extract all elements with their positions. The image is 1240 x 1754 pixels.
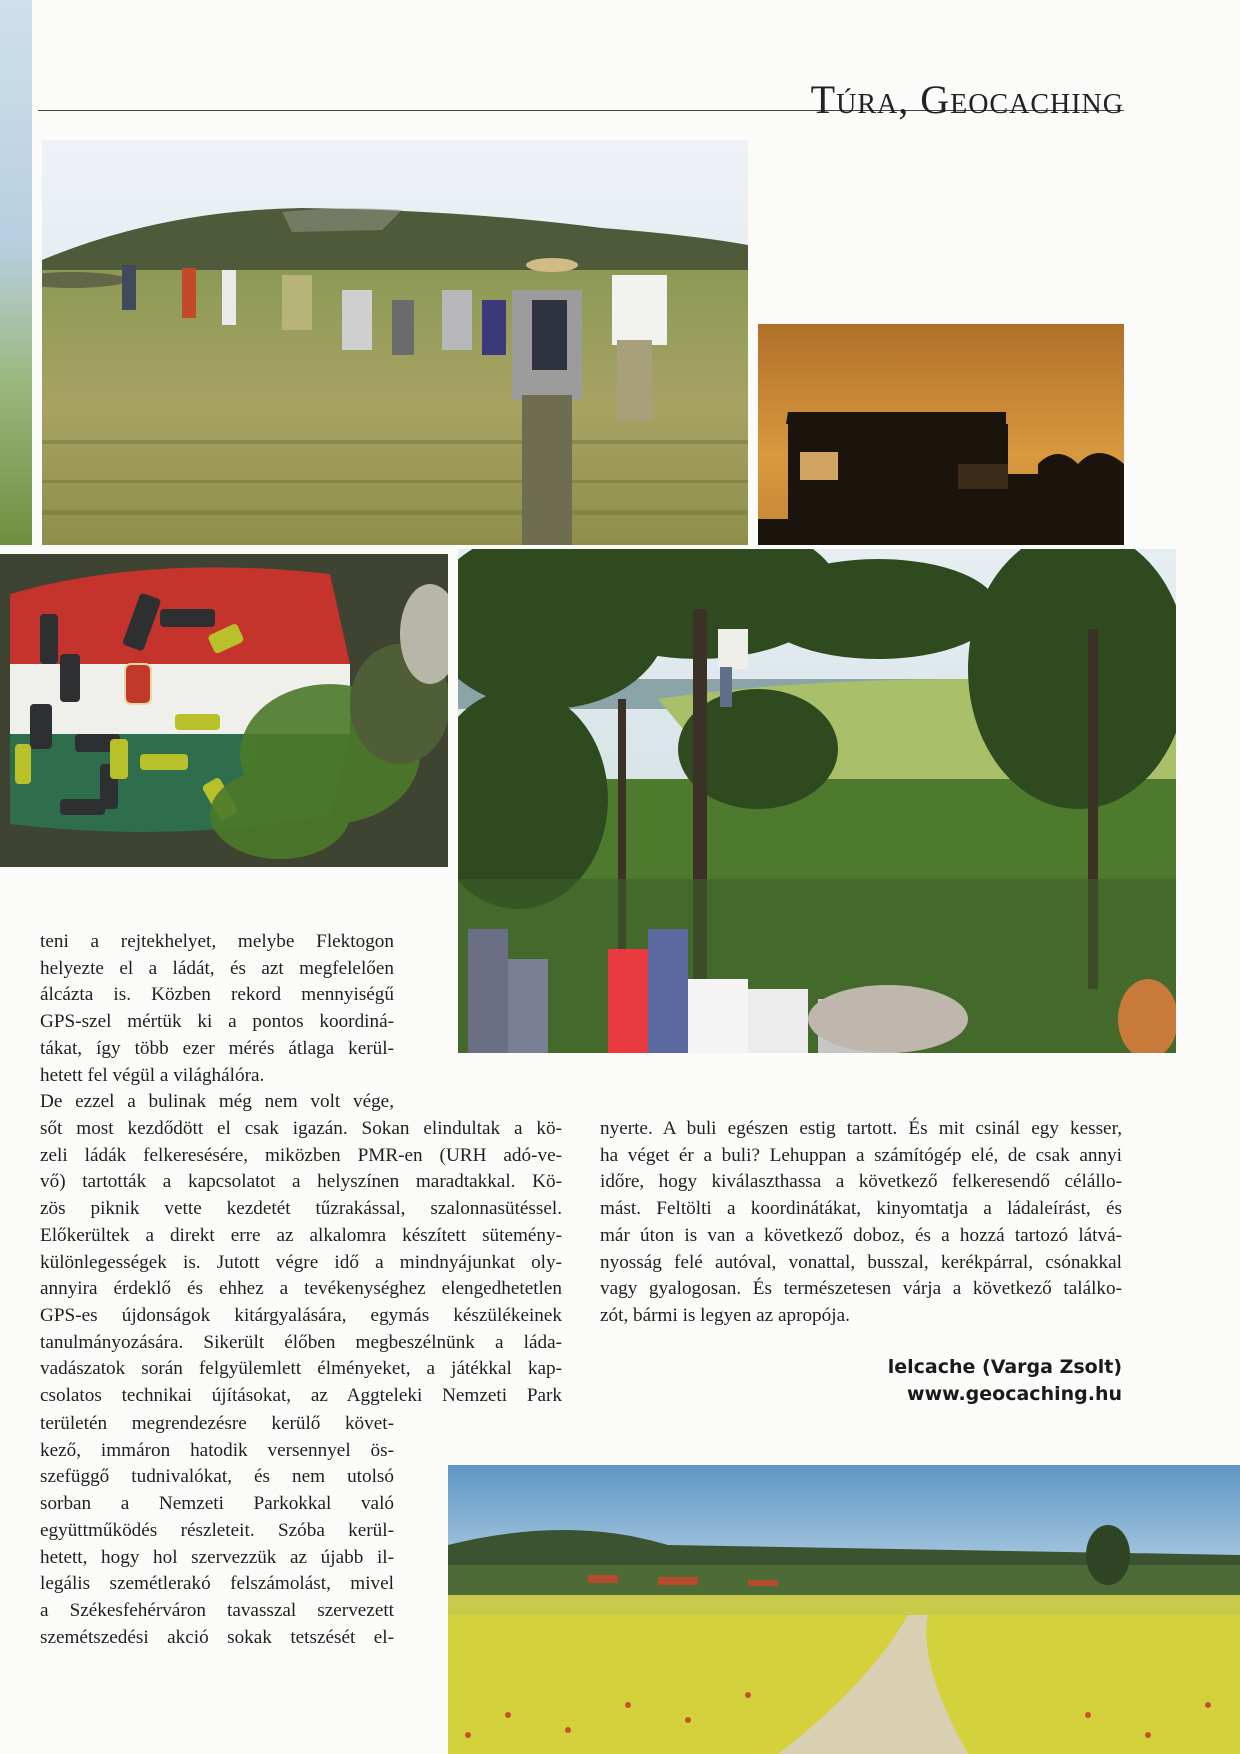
text-line: a Székesfehérváron tavasszal szervezett — [40, 1599, 394, 1621]
text-line: nyerte. A buli egészen estig tartott. És mit csinál egy kesser, — [600, 1118, 1122, 1139]
text-line: vadászatok során felgyülemlett élményeket, a játékkal kap- — [40, 1358, 562, 1380]
text-line: helyezte el a ládát, és azt megfelelően — [40, 957, 394, 979]
text-line: sőt most kezdődött el csak igazán. Sokan elindultak a kö- — [40, 1118, 562, 1139]
text-line: szefüggő tudnivalókat, és nem utolsó — [40, 1466, 394, 1488]
text-line: legális szemétlerakó felszámolást, mivel — [40, 1573, 394, 1595]
rapeseed-field-road-photo — [448, 1465, 1240, 1754]
text-line: ha véget ér a buli? Lehuppan a számítógép elé, de csak annyi — [600, 1144, 1122, 1166]
text-line: együttműködés részleteit. Szóba kerül- — [40, 1519, 394, 1541]
article-wide-block — [40, 1116, 562, 1410]
article-right-column — [600, 1116, 1122, 1330]
author-name: lelcache (Varga Zsolt) — [887, 1356, 1122, 1378]
text-line: zeli ládák felkeresésére, miközben PMR-en (URH adó-ve- — [40, 1144, 562, 1166]
text-line: mást. Feltölti a koordinátákat, kinyomtatja a ládaleírást, és — [600, 1198, 1122, 1220]
text-line: GPS-szel mértük ki a pontos koordiná- — [40, 1011, 394, 1033]
text-line: GPS-es újdonságok kitárgyalására, egymás készülékeinek — [40, 1304, 562, 1326]
sunset-truck-silhouette-photo — [758, 324, 1124, 545]
text-line: időre, hogy kiválaszthassa a következő felkeresendő célállo- — [600, 1171, 1122, 1193]
text-line: zót, bármi is legyen az apropója. — [600, 1304, 850, 1326]
section-title: Túra, Geocaching — [810, 77, 1124, 122]
text-line: területén megrendezésre kerülő követ- — [40, 1413, 394, 1434]
text-line: tákat, így több ezer mérés átlaga kerül- — [40, 1037, 394, 1059]
text-line: nyosság felé autóval, vonattal, busszal, kerékpárral, csónakkal — [600, 1251, 1122, 1273]
text-line: De ezzel a bulinak még nem volt vége, — [40, 1091, 394, 1113]
text-line: sorban a Nemzeti Parkokkal való — [40, 1493, 394, 1515]
text-line: annyira érdeklő és ehhez a tevékenységhez elengedhetetlen — [40, 1278, 562, 1300]
text-line: vagy gyalogosan. És természetesen várja a következő találko- — [600, 1278, 1122, 1300]
page-edge-strip — [0, 0, 32, 545]
text-line: szemétszedési akció sokak tetszését el- — [40, 1626, 394, 1648]
text-line: hetett fel végül a világhálóra. — [40, 1064, 265, 1086]
text-line: zös piknik vette kezdetét tűzrakással, szalonnasütéssel. — [40, 1198, 562, 1220]
man-in-pine-tree-photo — [458, 549, 1176, 1053]
text-line: vő) tartották a kapcsolatot a helyszínen maradtakkal. Kö- — [40, 1171, 562, 1193]
text-line: álcázta is. Közben rekord mennyiségű — [40, 984, 394, 1006]
text-line: különlegességek is. Jutott végre idő a mindnyájunkat oly- — [40, 1251, 562, 1273]
text-line: tanulmányozására. Sikerült élőben megbeszélnünk a láda- — [40, 1331, 562, 1353]
article-narrow-block — [40, 1411, 394, 1651]
article-column-1 — [40, 929, 394, 1116]
text-line: hetett, hogy hol szervezzük az újabb il- — [40, 1546, 394, 1568]
text-line: Előkerültek a direkt erre az alkalomra készített sütemény- — [40, 1224, 562, 1246]
text-line: már úton is van a következő doboz, és a hozzá tartozó látvá- — [600, 1224, 1122, 1246]
text-line: csolatos technikai újításokat, az Aggteleki Nemzeti Park — [40, 1385, 562, 1407]
gps-devices-on-flag-photo — [0, 554, 448, 867]
website-link[interactable]: www.geocaching.hu — [907, 1383, 1122, 1405]
text-line: kező, immáron hatodik versennyel ös- — [40, 1439, 394, 1461]
text-line: teni a rejtekhelyet, melybe Flektogon — [40, 931, 394, 952]
article-signature — [888, 1354, 1122, 1408]
hikers-meadow-photo — [42, 140, 748, 545]
